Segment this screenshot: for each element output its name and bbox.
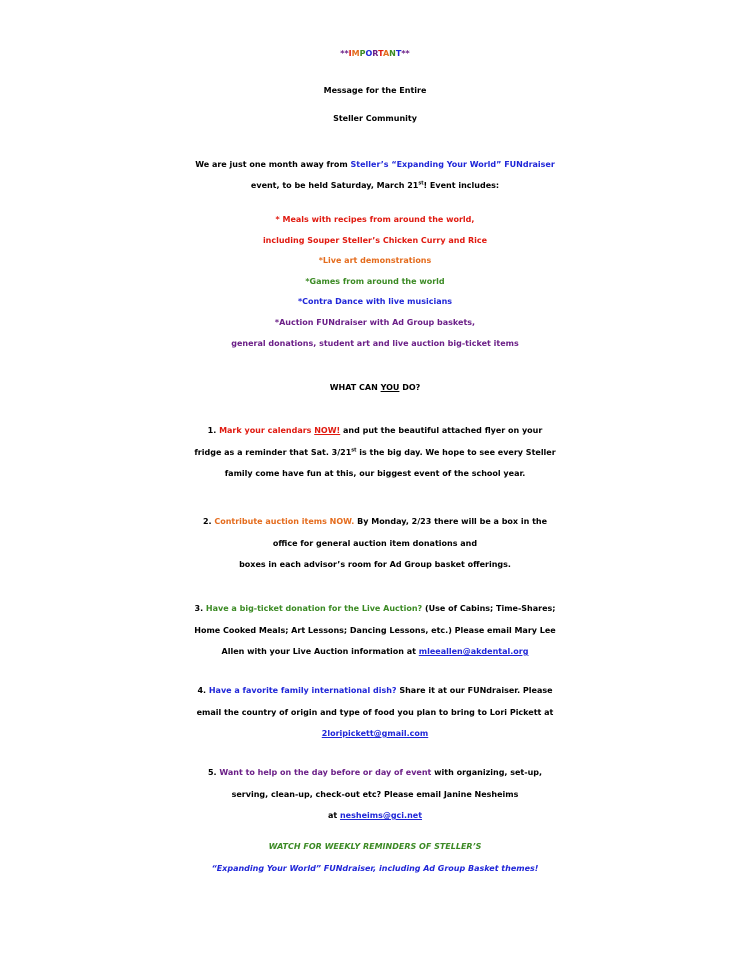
item-line xyxy=(0,680,750,702)
item-lead: Want to help on the day before or day of event xyxy=(219,768,432,777)
item-line xyxy=(0,598,750,620)
important-letter: A xyxy=(382,49,390,58)
item-text: is the big day. We hope to see every Steller xyxy=(356,447,556,457)
stars-right: ** xyxy=(401,49,410,58)
email-link[interactable]: 2loripickett@gmail.com xyxy=(321,729,429,738)
email-link[interactable]: mleeallen@akdental.org xyxy=(418,647,529,656)
item-number: 5. xyxy=(207,768,220,777)
item-text: and put the beautiful attached flyer on your xyxy=(340,426,543,435)
important-letter: R xyxy=(372,49,379,58)
item-line: email the country of origin and type of food you plan to bring to Lori Pickett at xyxy=(196,707,554,717)
feature-meals: * Meals with recipes from around the world, xyxy=(275,215,475,224)
intro-text: We are just one month away from xyxy=(195,160,351,169)
important-letter: O xyxy=(365,49,373,58)
intro-text: ! Event includes: xyxy=(423,181,500,190)
important-letter: T xyxy=(378,49,383,58)
intro-paragraph xyxy=(0,154,750,196)
email-link[interactable]: nesheims@gci.net xyxy=(339,811,423,820)
item-text: at xyxy=(327,811,340,820)
title-line: Message for the Entire xyxy=(323,86,427,95)
item-line xyxy=(0,641,750,663)
stars-left: ** xyxy=(340,49,349,58)
important-letter: I xyxy=(348,49,352,58)
item-lead: Have a big-ticket donation for the Live Auction? xyxy=(205,604,423,613)
intro-line xyxy=(0,154,750,175)
action-item-5 xyxy=(0,762,750,827)
important-letter: T xyxy=(395,49,402,58)
item-text: (Use of Cabins; Time-Shares; xyxy=(422,604,556,613)
intro-line xyxy=(0,175,750,196)
item-line: serving, clean-up, check-out etc? Please email Janine Nesheims xyxy=(231,789,519,799)
item-text: fridge as a reminder that Sat. 3/21 xyxy=(194,447,352,457)
superscript: st xyxy=(351,447,357,453)
important-letter: P xyxy=(359,49,366,58)
footer-line: “Expanding Your World” FUNdraiser, including Ad Group Basket themes! xyxy=(211,864,539,873)
item-lead: Contribute auction items NOW. xyxy=(214,517,355,526)
item-line xyxy=(0,511,750,533)
item-line: boxes in each advisor’s room for Ad Group basket offerings. xyxy=(239,560,511,569)
item-number: 3. xyxy=(194,604,206,613)
action-item-2 xyxy=(0,511,750,576)
item-text: By Monday, 2/23 there will be a box in the xyxy=(354,517,548,526)
title-line: Steller Community xyxy=(333,114,417,123)
item-text: Share it at our FUNdraiser. Please xyxy=(396,686,553,695)
action-item-3 xyxy=(0,598,750,663)
feature-auction: *Auction FUNdraiser with Ad Group baskets, xyxy=(274,317,476,327)
feature-games: *Games from around the world xyxy=(305,276,445,286)
item-number: 2. xyxy=(202,517,215,526)
item-line: Home Cooked Meals; Art Lessons; Dancing Lessons, etc.) Please email Mary Lee xyxy=(194,625,556,635)
section-heading xyxy=(0,373,750,403)
footer-reminder xyxy=(0,836,750,880)
item-lead: Mark your calendars xyxy=(219,426,315,435)
heading-emphasis: YOU xyxy=(380,383,400,392)
item-line: family come have fun at this, our biggest event of the school year. xyxy=(224,469,526,478)
item-line xyxy=(0,420,750,442)
page-title xyxy=(0,77,750,133)
item-text: Allen with your Live Auction information at xyxy=(221,647,419,656)
item-text: with organizing, set-up, xyxy=(431,768,543,777)
event-name: Steller’s “Expanding Your World” FUNdraiser xyxy=(350,160,555,169)
event-features-list xyxy=(0,210,750,354)
action-item-4 xyxy=(0,680,750,745)
feature-auction: general donations, student art and live auction big-ticket items xyxy=(231,338,519,348)
item-line: office for general auction item donations and xyxy=(272,538,478,548)
item-lead: Have a favorite family international dish? xyxy=(208,686,397,695)
heading-text: DO? xyxy=(399,383,421,392)
item-number: 1. xyxy=(207,426,220,435)
item-line xyxy=(0,762,750,784)
feature-contra: *Contra Dance with live musicians xyxy=(297,297,453,307)
important-letter: N xyxy=(389,49,396,58)
intro-text: event, to be held Saturday, March 21 xyxy=(250,181,419,190)
item-number: 4. xyxy=(197,686,209,695)
feature-meals: including Souper Steller’s Chicken Curry and Rice xyxy=(262,235,488,245)
important-heading xyxy=(0,42,750,66)
item-emphasis: NOW! xyxy=(314,426,341,435)
feature-art: *Live art demonstrations xyxy=(318,256,432,266)
item-line xyxy=(0,805,750,827)
action-item-1 xyxy=(0,420,750,485)
important-letter: M xyxy=(351,49,360,58)
item-line xyxy=(0,442,750,464)
superscript: st xyxy=(418,181,424,187)
item-line xyxy=(0,723,750,745)
heading-text: WHAT CAN xyxy=(329,383,381,392)
footer-line: WATCH FOR WEEKLY REMINDERS OF STELLER’S xyxy=(268,842,482,851)
